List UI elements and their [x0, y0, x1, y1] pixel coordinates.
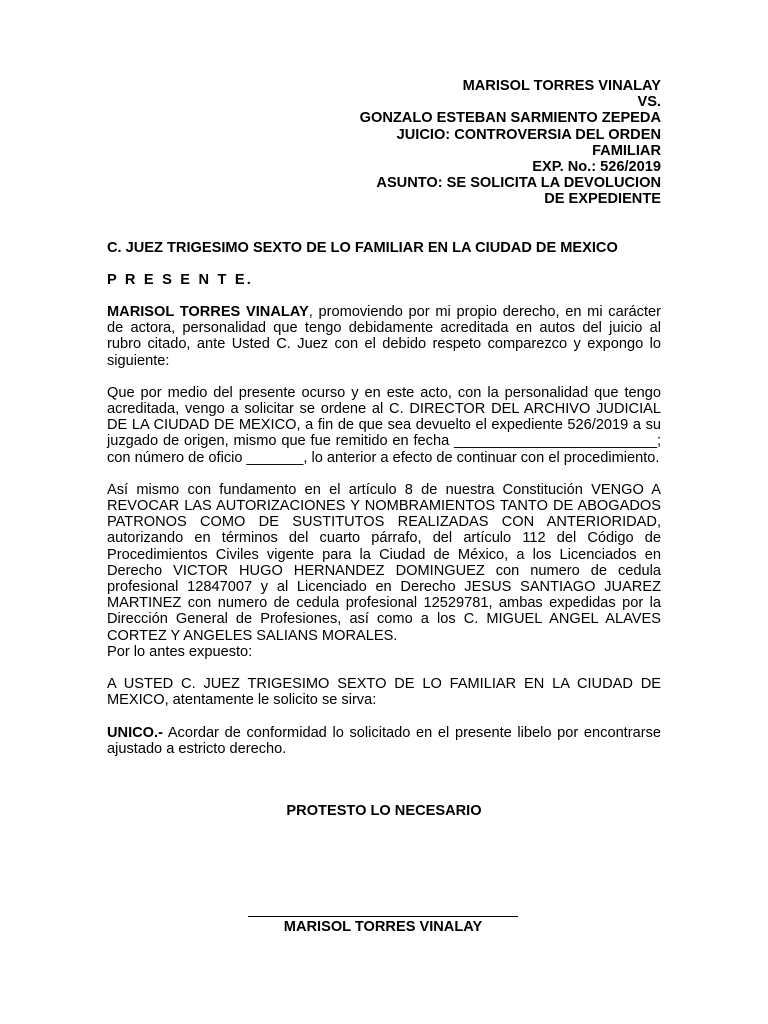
signature-line	[248, 916, 518, 917]
intro-paragraph	[107, 304, 661, 369]
header-line-subject: ASUNTO: SE SOLICITA LA DEVOLUCION	[376, 175, 661, 192]
intro-name: MARISOL TORRES VINALAY	[107, 304, 309, 321]
header-line-defendant: GONZALO ESTEBAN SARMIENTO ZEPEDA	[359, 110, 661, 127]
por-lo-antes-line: Por lo antes expuesto:	[107, 643, 253, 660]
intro-text: , promoviendo por mi propio derecho, en mi carácter de actora, personalidad que tengo debidamente acreditada en autos del juicio al rubro citado, ante Usted C. Juez con el debido respeto comparezco y expongo lo siguiente:	[107, 304, 662, 369]
signature-name: MARISOL TORRES VINALAY	[283, 919, 483, 935]
case-header	[107, 78, 661, 208]
addressee: C. JUEZ TRIGESIMO SEXTO DE LO FAMILIAR EN LA CIUDAD DE MEXICO	[107, 239, 618, 256]
unico-label: UNICO.-	[107, 724, 163, 741]
authorization-paragraph: Así mismo con fundamento en el artículo 8 de nuestra Constitución VENGO A REVOCAR LAS AUTORIZACIONES Y NOMBRAMIENTOS TANTO DE ABOGADOS PATRONOS COMO DE SUSTITUTOS REALIZADAS CON ANTERIORIDAD, autorizando en términos del cuarto párrafo, del artículo 112 del Código de Procedimientos Civiles vigente para la Ciudad de México, a los Licenciados en Derecho VICTOR HUGO HERNANDEZ DOMINGUEZ con numero de cedula profesional 12847007 y al Licenciado en Derecho JESUS SANTIAGO JUAREZ MARTINEZ con numero de cedula profesional 12529781, ambas expedidas por la Dirección General de Profesiones, así como a los C. MIGUEL ANGEL ALAVES CORTEZ Y ANGELES SALIANS MORALES.	[107, 481, 661, 644]
header-line-subject-cont: DE EXPEDIENTE	[544, 191, 661, 208]
document-page	[107, 78, 661, 819]
protesto-heading: PROTESTO LO NECESARIO	[286, 802, 482, 819]
header-line-trial: JUICIO: CONTROVERSIA DEL ORDEN	[396, 126, 661, 143]
unico-paragraph	[107, 725, 661, 757]
presente-heading: P R E S E N T E.	[107, 271, 254, 288]
request-paragraph: Que por medio del presente ocurso y en este acto, con la personalidad que tengo acreditada, vengo a solicitar se ordene al C. DIRECTOR DEL ARCHIVO JUDICIAL DE LA CIUDAD DE MEXICO, a fin de que sea devuelto el expediente 526/2019 a su juzgado de origen, mismo que fue remitido en fecha _________________________; con número de oficio _______, lo anterior a efecto de continuar con el procedimiento.	[107, 384, 661, 466]
unico-text: Acordar de conformidad lo solicitado en el presente libelo por encontrarse ajustado a estricto derecho.	[107, 724, 661, 757]
header-line-vs: VS.	[637, 94, 661, 111]
header-line-trial-cont: FAMILIAR	[592, 142, 661, 159]
header-line-file-number: EXP. No.: 526/2019	[532, 159, 661, 176]
petition-paragraph: A USTED C. JUEZ TRIGESIMO SEXTO DE LO FAMILIAR EN LA CIUDAD DE MEXICO, atentamente le solicito se sirva:	[107, 676, 661, 709]
header-line-plaintiff: MARISOL TORRES VINALAY	[462, 78, 661, 94]
